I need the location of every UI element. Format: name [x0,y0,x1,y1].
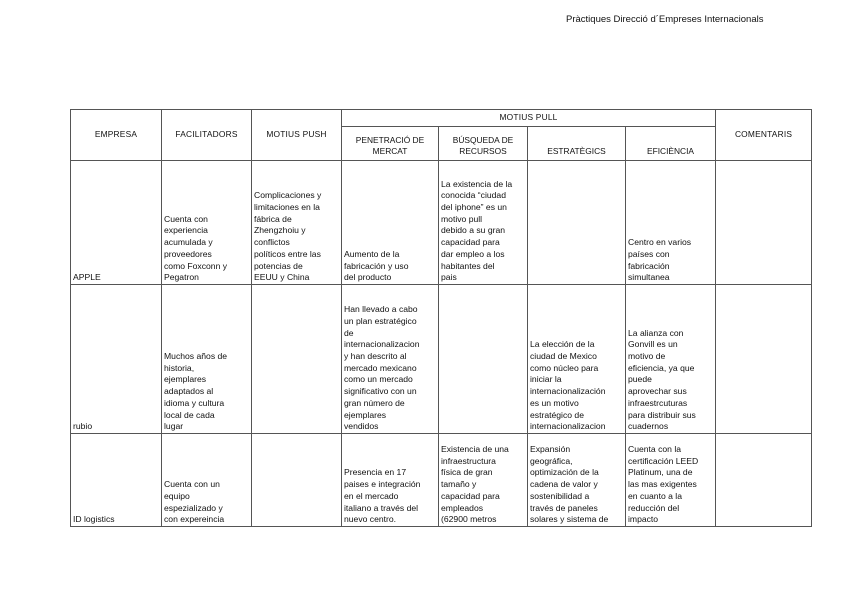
header-busqueda: BÚSQUEDA DE RECURSOS [439,127,528,161]
header-empresa: EMPRESA [71,110,162,161]
cell-eficiencia: Centro en varios países con fabricación simultanea [626,161,716,285]
cell-push: Complicaciones y limitaciones en la fábrica de Zhengzhoiu y conflictos políticos entre las potencias de EEUU y China [252,161,342,285]
cell-penetracio: Presencia en 17 paises e integración en el mercado italiano a través del nuevo centro. [342,434,439,527]
header-estrategics: ESTRATÈGICS [528,127,626,161]
cell-estrategics: La elección de la ciudad de Mexico como núcleo para iniciar la internacionalización es un motivo estratégico de internacionalizacion [528,285,626,434]
cell-comentaris [716,285,812,434]
table-row [71,161,812,285]
header-comentaris: COMENTARIS [716,110,812,161]
cell-facilitadors: Cuenta con un equipo espezializado y con expereincia [162,434,252,527]
cell-estrategics: Expansión geográfica, optimización de la cadena de valor y sostenibilidad a través de paneles solares y sistema de [528,434,626,527]
cell-empresa: APPLE [71,161,162,285]
motives-table [70,109,812,527]
cell-push [252,434,342,527]
cell-eficiencia: Cuenta con la certificación LEED Platinum, una de las mas exigentes en cuanto a la reducción del impacto [626,434,716,527]
cell-facilitadors: Muchos años de historia, ejemplares adaptados al idioma y cultura local de cada lugar [162,285,252,434]
cell-busqueda: Existencia de una infraestructura física de gran tamaño y capacidad para empleados (62900 metros [439,434,528,527]
cell-comentaris [716,161,812,285]
cell-comentaris [716,434,812,527]
cell-push [252,285,342,434]
cell-facilitadors: Cuenta con experiencia acumulada y proveedores como Foxconn y Pegatron [162,161,252,285]
cell-busqueda: La existencia de la conocida “ciudad del iphone” es un motivo pull debido a su gran capacidad para dar empleo a los habitantes del pais [439,161,528,285]
header-eficiencia: EFICIÈNCIA [626,127,716,161]
cell-penetracio: Han llevado a cabo un plan estratégico de internacionalizacion y han descrito al mercado mexicano como un mercado significativo con un gran número de ejemplares vendidos [342,285,439,434]
header-facilitadors: FACILITADORS [162,110,252,161]
cell-empresa: ID logistics [71,434,162,527]
header-penetracio: PENETRACIÓ DE MERCAT [342,127,439,161]
header-motius-push: MOTIUS PUSH [252,110,342,161]
page-header-title: Pràctiques Direcció d´Empreses Internacionals [566,14,764,25]
table-row [71,434,812,527]
header-motius-pull: MOTIUS PULL [342,110,716,127]
cell-empresa: rubio [71,285,162,434]
cell-penetracio: Aumento de la fabricación y uso del producto [342,161,439,285]
table-row [71,285,812,434]
cell-eficiencia: La alianza con Gonvill es un motivo de eficiencia, ya que puede aprovechar sus infraestrcuturas para distribuir sus cuadernos [626,285,716,434]
cell-busqueda [439,285,528,434]
cell-estrategics [528,161,626,285]
